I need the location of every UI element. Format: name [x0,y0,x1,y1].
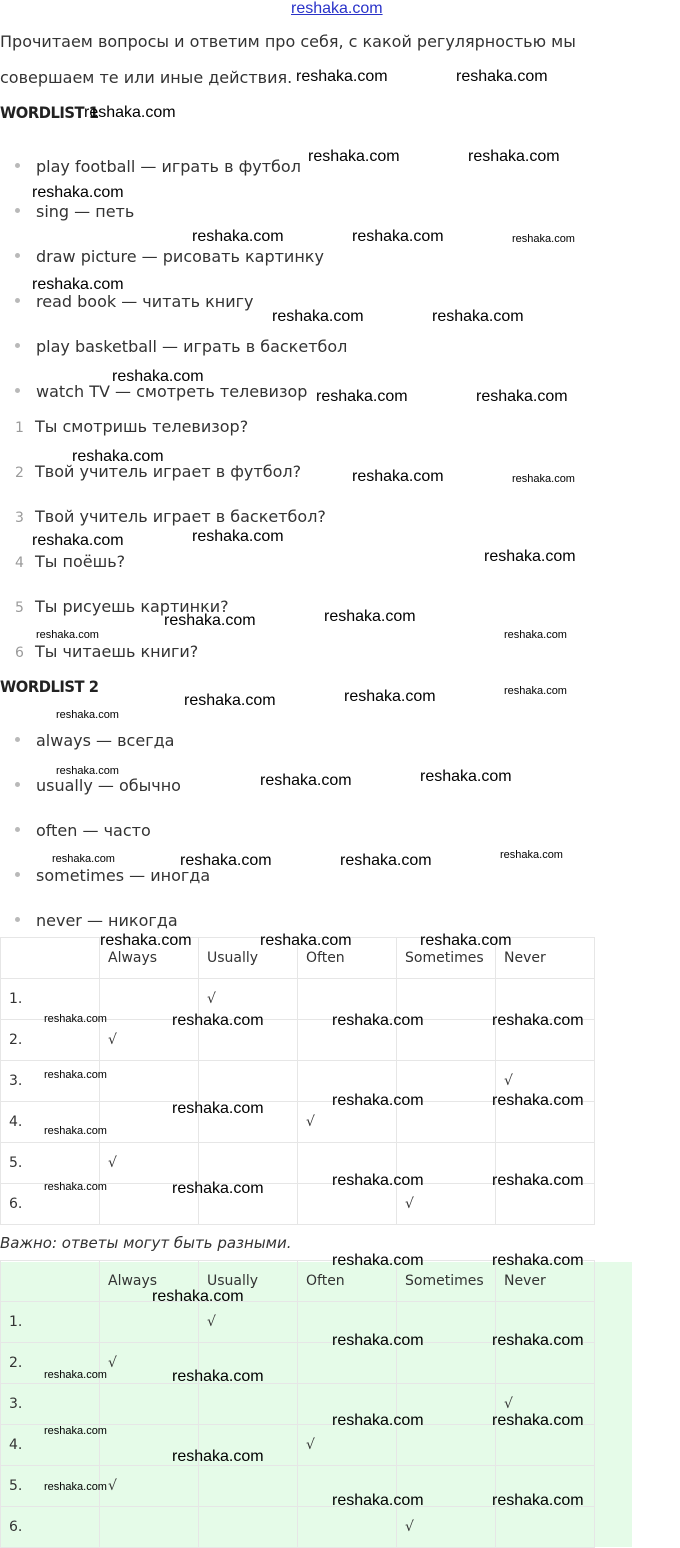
table-cell [199,1507,298,1548]
table-cell: √ [397,1507,496,1548]
table-cell: 4. [1,1425,100,1466]
table-cell: 6. [1,1184,100,1225]
question-text: Ты рисуешь картинки? [35,597,229,616]
table-header-cell [1,1261,100,1302]
watermark: reshaka.com [316,388,408,405]
question-text: Ты читаешь книги? [35,642,199,661]
table-cell: √ [298,1102,397,1143]
watermark: reshaka.com [172,1368,264,1385]
watermark: reshaka.com [100,932,192,949]
list-item [15,157,301,176]
watermark: reshaka.com [332,1012,424,1029]
watermark: reshaka.com [492,1012,584,1029]
bullet-icon [15,737,20,742]
table-cell [397,1425,496,1466]
table-cell: 1. [1,979,100,1020]
table-cell: 3. [1,1061,100,1102]
bullet-icon [15,208,20,213]
question-item [15,417,248,436]
bullet-icon [15,917,20,922]
bullet-icon [15,343,20,348]
table-cell [199,1143,298,1184]
watermark: reshaka.com [180,852,272,869]
watermark: reshaka.com [332,1252,424,1269]
question-item [15,552,125,571]
list-item-text: watch TV — смотреть телевизор [36,382,308,401]
bullet-icon [15,298,20,303]
watermark: reshaka.com [56,765,119,777]
watermark: reshaka.com [164,612,256,629]
watermark: reshaka.com [112,368,204,385]
watermark: reshaka.com [492,1092,584,1109]
watermark: reshaka.com [456,68,548,85]
table-header-cell: Usually [199,1261,298,1302]
watermark: reshaka.com [172,1448,264,1465]
watermark: reshaka.com [44,1181,107,1193]
table-cell [496,1425,595,1466]
list-item-text: play basketball — играть в баскетбол [36,337,348,356]
watermark: reshaka.com [420,768,512,785]
watermark: reshaka.com [44,1013,107,1025]
watermark: reshaka.com [172,1100,264,1117]
watermark: reshaka.com [332,1412,424,1429]
watermark: reshaka.com [184,692,276,709]
table-cell: 2. [1,1343,100,1384]
question-text: Твой учитель играет в футбол? [35,462,302,481]
list-item [15,292,254,311]
table-cell: √ [100,1143,199,1184]
bullet-icon [15,388,20,393]
intro-line-2: совершаем те или иные действия. [0,68,293,87]
watermark: reshaka.com [476,388,568,405]
table-cell [298,1507,397,1548]
table-header-cell: Always [100,1261,199,1302]
watermark: reshaka.com [192,528,284,545]
table-header-cell: Always [100,938,199,979]
watermark: reshaka.com [32,532,124,549]
watermark: reshaka.com [332,1492,424,1509]
bullet-icon [15,253,20,258]
table-cell: 2. [1,1020,100,1061]
watermark: reshaka.com [492,1412,584,1429]
watermark: reshaka.com [172,1012,264,1029]
wordlist-2-heading: WORDLIST 2 [0,677,99,696]
table-cell: 1. [1,1302,100,1343]
list-item [15,337,347,356]
table-cell: √ [100,1020,199,1061]
question-text: Твой учитель играет в баскетбол? [35,507,326,526]
watermark: reshaka.com [44,1069,107,1081]
watermark: reshaka.com [324,608,416,625]
watermark: reshaka.com [352,468,444,485]
watermark: reshaka.com [36,629,99,641]
question-text: Ты смотришь телевизор? [35,417,249,436]
watermark: reshaka.com [332,1172,424,1189]
question-item [15,642,198,661]
watermark: reshaka.com [84,104,176,121]
list-item [15,776,181,795]
watermark: reshaka.com [340,852,432,869]
list-item [15,247,324,266]
list-item [15,202,134,221]
table-cell [496,1507,595,1548]
table-cell: √ [496,1384,595,1425]
question-number: 5 [15,600,24,616]
table-cell: √ [100,1343,199,1384]
list-item-text: never — никогда [36,911,178,930]
watermark: reshaka.com [32,276,124,293]
list-item [15,731,174,750]
table-cell: 5. [1,1143,100,1184]
watermark: reshaka.com [484,548,576,565]
table-cell [199,1384,298,1425]
table-header-cell: Often [298,1261,397,1302]
list-item [15,911,178,930]
table-cell: 5. [1,1466,100,1507]
table-cell: √ [397,1184,496,1225]
table-cell: √ [100,1466,199,1507]
watermark: reshaka.com [296,68,388,85]
table-header-cell [1,938,100,979]
note-text: Важно: ответы могут быть разными. [0,1234,292,1252]
list-item-text: play football — играть в футбол [36,157,301,176]
list-item-text: sing — петь [36,202,135,221]
bullet-icon [15,163,20,168]
table-cell [100,1507,199,1548]
watermark: reshaka.com [272,308,364,325]
table-header-cell: Sometimes [397,1261,496,1302]
watermark: reshaka.com [56,709,119,721]
question-number: 4 [15,555,24,571]
watermark: reshaka.com [492,1492,584,1509]
list-item-text: sometimes — иногда [36,866,211,885]
watermark: reshaka.com [500,849,563,861]
watermark: reshaka.com [512,233,575,245]
wordlist-1-heading: WORDLIST 1 [0,103,99,122]
list-item-text: usually — обычно [36,776,181,795]
watermark: reshaka.com [512,473,575,485]
question-number: 2 [15,465,24,481]
table-cell [100,1302,199,1343]
table-header-cell: Sometimes [397,938,496,979]
watermark: reshaka.com [260,772,352,789]
table-cell [199,1466,298,1507]
watermark: reshaka.com [332,1332,424,1349]
watermark: reshaka.com [492,1252,584,1269]
watermark: reshaka.com [44,1425,107,1437]
table-cell: 3. [1,1384,100,1425]
watermark: reshaka.com [420,932,512,949]
table-cell: √ [199,979,298,1020]
site-link[interactable]: reshaka.com [291,0,383,17]
watermark: reshaka.com [504,629,567,641]
watermark: reshaka.com [32,184,124,201]
watermark: reshaka.com [468,148,560,165]
watermark: reshaka.com [52,853,115,865]
list-item-text: always — всегда [36,731,175,750]
watermark: reshaka.com [152,1288,244,1305]
table-cell [100,1061,199,1102]
table-cell: √ [298,1425,397,1466]
watermark: reshaka.com [44,1481,107,1493]
table-cell: 4. [1,1102,100,1143]
table-cell [199,1061,298,1102]
watermark: reshaka.com [352,228,444,245]
list-item-text: read book — читать книгу [36,292,254,311]
watermark: reshaka.com [504,685,567,697]
watermark: reshaka.com [260,932,352,949]
watermark: reshaka.com [492,1332,584,1349]
watermark: reshaka.com [308,148,400,165]
table-header-cell: Never [496,1261,595,1302]
table-row [1,1507,595,1548]
question-number: 3 [15,510,24,526]
bullet-icon [15,872,20,877]
bullet-icon [15,782,20,787]
question-text: Ты поёшь? [35,552,126,571]
list-item-text: often — часто [36,821,151,840]
table-cell [100,1384,199,1425]
bullet-icon [15,827,20,832]
watermark: reshaka.com [44,1369,107,1381]
question-number: 6 [15,645,24,661]
table-cell: √ [199,1302,298,1343]
watermark: reshaka.com [44,1125,107,1137]
watermark: reshaka.com [172,1180,264,1197]
watermark: reshaka.com [492,1172,584,1189]
table-header-cell: Never [496,938,595,979]
table-cell: 6. [1,1507,100,1548]
table-header-cell: Often [298,938,397,979]
watermark: reshaka.com [72,448,164,465]
intro-line-1: Прочитаем вопросы и ответим про себя, с какой регулярностью мы [0,32,576,51]
table-header-cell: Usually [199,938,298,979]
watermark: reshaka.com [432,308,524,325]
question-item [15,507,326,526]
watermark: reshaka.com [192,228,284,245]
watermark: reshaka.com [344,688,436,705]
table-cell: √ [496,1061,595,1102]
question-number: 1 [15,420,24,436]
watermark: reshaka.com [332,1092,424,1109]
list-item [15,821,151,840]
list-item-text: draw picture — рисовать картинку [36,247,324,266]
